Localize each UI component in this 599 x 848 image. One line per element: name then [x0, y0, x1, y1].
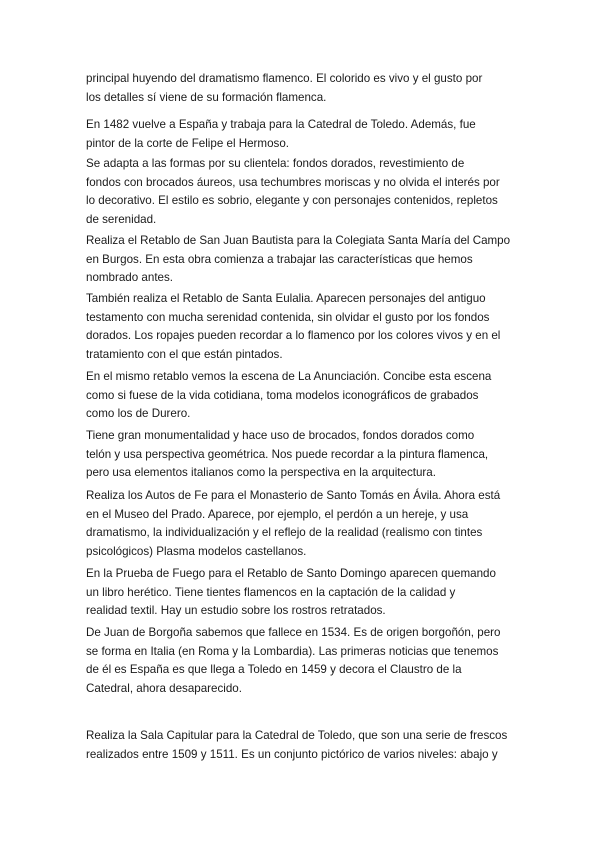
paragraph-style-adaptation	[86, 155, 526, 229]
paragraph-autos-de-fe	[86, 487, 526, 561]
text-line: como si fuese de la vida cotidiana, toma modelos iconográficos de grabados	[86, 388, 479, 402]
text-line: principal huyendo del dramatismo flamenco. El colorido es vivo y el gusto por	[86, 72, 483, 85]
paragraph-retablo-santa-eulalia	[86, 290, 526, 364]
text-line: Tiene gran monumentalidad y hace uso de brocados, fondos dorados como	[86, 429, 475, 442]
text-line: nombrado antes.	[86, 271, 174, 285]
text-line: dramatismo, la individualización y el reflejo de la realidad (realismo con tintes	[86, 526, 483, 540]
paragraph-flemish-influence	[86, 70, 526, 107]
paragraph-retablo-san-juan	[86, 232, 526, 288]
text-line: telón y usa perspectiva geométrica. Nos puede recordar a la pintura flamenca,	[86, 447, 489, 461]
text-line: En el mismo retablo vemos la escena de La Anunciación. Concibe esta escena	[86, 370, 492, 383]
text-line: los detalles sí viene de su formación flamenca.	[86, 90, 327, 104]
text-line: de él es España es que llega a Toledo en 1459 y decora el Claustro de la	[86, 663, 462, 677]
text-line: Realiza la Sala Capitular para la Catedral de Toledo, que son una serie de frescos	[86, 729, 508, 742]
text-line: De Juan de Borgoña sabemos que fallece en 1534. Es de origen borgoñón, pero	[86, 626, 501, 639]
text-line: fondos con brocados áureos, usa techumbres moriscas y no olvida el interés por	[86, 175, 500, 189]
text-line: Catedral, ahora desaparecido.	[86, 681, 242, 695]
paragraph-juan-de-borgona	[86, 624, 526, 698]
text-line: se forma en Italia (en Roma y la Lombardia). Las primeras noticias que tenemos	[86, 644, 499, 658]
text-line: En la Prueba de Fuego para el Retablo de Santo Domingo aparecen quemando	[86, 567, 496, 580]
paragraph-sala-capitular	[86, 727, 526, 764]
text-line: También realiza el Retablo de Santa Eulalia. Aparecen personajes del antiguo	[86, 292, 486, 305]
text-line: psicológicos) Plasma modelos castellanos.	[86, 544, 307, 558]
text-line: Realiza los Autos de Fe para el Monasterio de Santo Tomás en Ávila. Ahora está	[86, 489, 501, 502]
text-line: tratamiento con el que están pintados.	[86, 347, 283, 361]
text-line: Se adapta a las formas por su clientela: fondos dorados, revestimiento de	[86, 157, 465, 170]
text-line: en el Museo del Prado. Aparece, por ejemplo, el perdón a un hereje, y usa	[86, 507, 469, 521]
text-line: pero usa elementos italianos como la perspectiva en la arquitectura.	[86, 466, 436, 480]
text-line: como los de Durero.	[86, 407, 191, 421]
text-line: de serenidad.	[86, 212, 157, 226]
paragraph-return-to-spain	[86, 116, 526, 153]
paragraph-anunciacion	[86, 368, 526, 424]
text-line: realizados entre 1509 y 1511. Es un conjunto pictórico de varios niveles: abajo y	[86, 747, 498, 761]
text-line: lo decorativo. El estilo es sobrio, elegante y con personajes contenidos, repletos	[86, 194, 498, 208]
text-line: en Burgos. En esta obra comienza a trabajar las características que hemos	[86, 252, 473, 266]
paragraph-monumentalidad	[86, 427, 526, 483]
text-line: realidad textil. Hay un estudio sobre los rostros retratados.	[86, 604, 386, 618]
text-line: testamento con mucha serenidad contenida, sin olvidar el gusto por los fondos	[86, 310, 490, 324]
text-line: Realiza el Retablo de San Juan Bautista para la Colegiata Santa María del Campo	[86, 234, 511, 247]
text-line: un libro herético. Tiene tientes flamencos en la captación de la calidad y	[86, 585, 456, 599]
text-line: pintor de la corte de Felipe el Hermoso.	[86, 136, 289, 150]
text-line: dorados. Los ropajes pueden recordar a lo flamenco por los colores vivos y en el	[86, 329, 501, 343]
text-line: En 1482 vuelve a España y trabaja para la Catedral de Toledo. Además, fue	[86, 118, 476, 131]
paragraph-prueba-de-fuego	[86, 565, 526, 621]
